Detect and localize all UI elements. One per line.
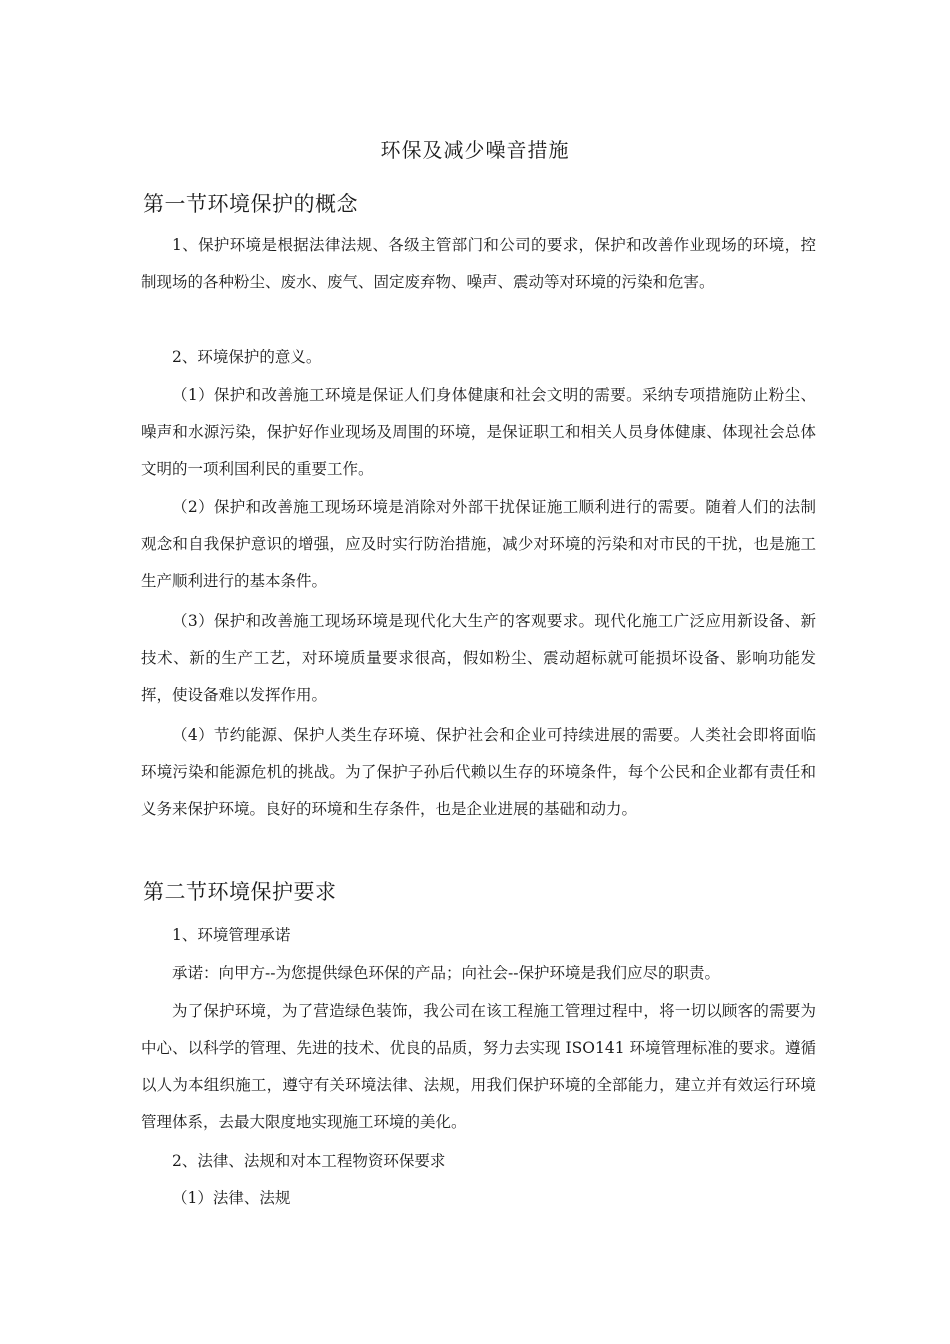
paragraph: （4）节约能源、保护人类生存环境、保护社会和企业可持续进展的需要。人类社会即将面临环境污染和能源危机的挑战。为了保护子孙后代赖以生存的环境条件，每个公民和企业都有责任和义务来保护环境。良好的环境和生存条件，也是企业进展的基础和动力。 — [141, 726, 816, 818]
paragraph: 为了保护环境，为了营造绿色装饰，我公司在该工程施工管理过程中，将一切以顾客的需要为中心、以科学的管理、先进的技术、优良的品质，努力去实现 ISO141 环境管理标准的要求。遵循以人为本组织施工，遵守有关环境法律、法规，用我们保护环境的全部能力，建立并有效运行环境管理体系，去最大限度地实现施工环境的美化。 — [141, 1002, 816, 1131]
document-title: 环保及减少噪音措施 — [380, 138, 570, 162]
section-heading-1: 第一节环境保护的概念 — [143, 192, 358, 216]
paragraph: 2、环境保护的意义。 — [172, 348, 322, 366]
paragraph: （1）法律、法规 — [172, 1189, 291, 1207]
paragraph: 1、环境管理承诺 — [172, 926, 291, 944]
paragraph: 1、保护环境是根据法律法规、各级主管部门和公司的要求，保护和改善作业现场的环境，控制现场的各种粉尘、废水、废气、固定废弃物、噪声、震动等对环境的污染和危害。 — [141, 236, 816, 291]
paragraph: （1）保护和改善施工环境是保证人们身体健康和社会文明的需要。采纳专项措施防止粉尘、噪声和水源污染，保护好作业现场及周围的环境，是保证职工和相关人员身体健康、体现社会总体文明的一项利国利民的重要工作。 — [141, 386, 816, 478]
paragraph: （3）保护和改善施工现场环境是现代化大生产的客观要求。现代化施工广泛应用新设备、新技术、新的生产工艺，对环境质量要求很高，假如粉尘、震动超标就可能损坏设备、影响功能发挥，使设备难以发挥作用。 — [141, 612, 816, 704]
paragraph: 2、法律、法规和对本工程物资环保要求 — [172, 1152, 446, 1170]
paragraph: 承诺：向甲方--为您提供绿色环保的产品；向社会--保护环境是我们应尽的职责。 — [172, 964, 720, 982]
paragraph: （2）保护和改善施工现场环境是消除对外部干扰保证施工顺利进行的需要。随着人们的法制观念和自我保护意识的增强，应及时实行防治措施，减少对环境的污染和对市民的干扰，也是施工生产顺利进行的基本条件。 — [141, 498, 816, 590]
section-heading-2: 第二节环境保护要求 — [143, 880, 337, 904]
